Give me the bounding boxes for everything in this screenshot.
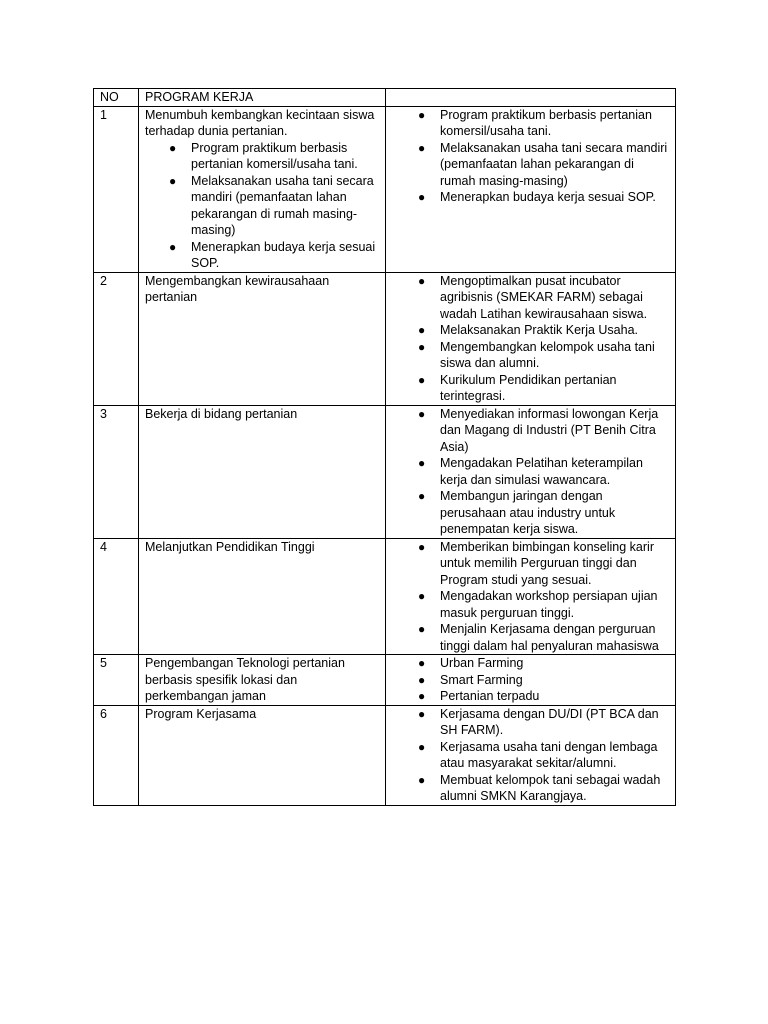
row-number: 4 [94, 538, 139, 655]
list-item [418, 488, 671, 538]
list-item [418, 672, 671, 689]
list-item [418, 406, 671, 456]
list-item [418, 621, 671, 654]
activity-text: Mengadakan Pelatihan keterampilan kerja dan simulasi wawancara. [440, 456, 643, 487]
program-title: Pengembangan Teknologi pertanian berbasis spesifik lokasi dan perkembangan jaman [145, 656, 345, 703]
list-item [169, 239, 381, 272]
program-item-list [145, 140, 381, 272]
table-row [94, 538, 676, 655]
activity-text: Urban Farming [440, 656, 524, 670]
list-item [418, 107, 671, 140]
list-item [169, 173, 381, 239]
header-no: NO [94, 89, 139, 107]
activity-text: Pertanian terpadu [440, 689, 540, 703]
list-item [418, 140, 671, 190]
activity-text: Mengoptimalkan pusat incubator agribisnis (SMEKAR FARM) sebagai wadah Latihan kewirausahaan siswa. [440, 273, 648, 321]
activities-cell [386, 405, 676, 538]
list-item [418, 372, 671, 405]
bullet-icon: ● [418, 339, 426, 354]
activities-cell [386, 538, 676, 655]
activity-text: Membangun jaringan dengan perusahaan atau industry untuk penempatan kerja siswa. [440, 489, 616, 536]
bullet-icon: ● [418, 739, 426, 754]
row-number: 5 [94, 655, 139, 706]
bullet-icon: ● [418, 706, 426, 721]
list-item [418, 739, 671, 772]
program-cell [139, 106, 386, 272]
activity-text: Menyediakan informasi lowongan Kerja dan Magang di Industri (PT Benih Citra Asia) [440, 406, 659, 454]
table-body [94, 106, 676, 805]
program-kerja-table [93, 88, 676, 806]
activity-text: Melaksanakan usaha tani secara mandiri (pemanfaatan lahan pekarangan di rumah masing-masing) [440, 140, 668, 188]
table-row [94, 655, 676, 706]
program-item-text: Menerapkan budaya kerja sesuai SOP. [191, 239, 376, 270]
list-item [418, 688, 671, 705]
header-activities [386, 89, 676, 107]
program-title: Mengembangkan kewirausahaan pertanian [145, 273, 330, 304]
bullet-icon: ● [418, 689, 426, 703]
activities-cell [386, 655, 676, 706]
bullet-icon: ● [418, 456, 426, 470]
table-header-row [94, 89, 676, 107]
list-item [418, 655, 671, 672]
activity-text: Kerjasama dengan DU/DI (PT BCA dan SH FARM). [440, 706, 659, 737]
activity-text: Menjalin Kerjasama dengan perguruan tinggi dalam hal penyaluran mahasiswa [440, 622, 659, 653]
bullet-icon: ● [418, 656, 426, 670]
list-item [418, 588, 671, 621]
program-cell [139, 272, 386, 405]
row-number: 6 [94, 705, 139, 805]
activity-text: Kurikulum Pendidikan pertanian terintegrasi. [440, 372, 617, 403]
table-row [94, 272, 676, 405]
activity-text: Memberikan bimbingan konseling karir untuk memilih Perguruan tinggi dan Program studi yang sesuai. [440, 539, 654, 587]
bullet-icon: ● [418, 372, 426, 387]
activity-text: Melaksanakan Praktik Kerja Usaha. [440, 323, 639, 337]
program-cell [139, 405, 386, 538]
activity-text: Membuat kelompok tani sebagai wadah alumni SMKN Karangjaya. [440, 772, 661, 803]
bullet-icon: ● [418, 140, 426, 155]
list-item [418, 273, 671, 323]
bullet-icon: ● [418, 622, 426, 636]
bullet-icon: ● [418, 190, 426, 204]
activities-cell [386, 272, 676, 405]
bullet-icon: ● [418, 772, 426, 787]
program-cell [139, 655, 386, 706]
activity-text: Kerjasama usaha tani dengan lembaga atau masyarakat sekitar/alumni. [440, 739, 658, 770]
header-program-kerja: PROGRAM KERJA [139, 89, 386, 107]
bullet-icon: ● [418, 489, 426, 503]
list-item [418, 539, 671, 589]
table-row [94, 705, 676, 805]
list-item [169, 140, 381, 173]
activity-text: Menerapkan budaya kerja sesuai SOP. [440, 190, 656, 204]
list-item [418, 706, 671, 739]
bullet-icon: ● [169, 239, 177, 254]
activity-list [392, 273, 671, 405]
table-row [94, 405, 676, 538]
program-title: Menumbuh kembangkan kecintaan siswa terhadap dunia pertanian. [145, 107, 375, 138]
activity-list [392, 539, 671, 655]
list-item [418, 339, 671, 372]
row-number: 3 [94, 405, 139, 538]
bullet-icon: ● [418, 589, 426, 603]
activity-list [392, 406, 671, 538]
row-number: 2 [94, 272, 139, 405]
row-number: 1 [94, 106, 139, 272]
activity-list [392, 706, 671, 805]
program-item-text: Melaksanakan usaha tani secara mandiri (pemanfaatan lahan pekarangan di rumah masing-masing) [191, 173, 374, 237]
list-item [418, 455, 671, 488]
activities-cell [386, 705, 676, 805]
program-title: Bekerja di bidang pertanian [145, 406, 298, 421]
activity-text: Mengembangkan kelompok usaha tani siswa dan alumni. [440, 339, 655, 370]
program-cell [139, 538, 386, 655]
program-item-text: Program praktikum berbasis pertanian komersil/usaha tani. [191, 140, 358, 171]
bullet-icon: ● [418, 273, 426, 288]
activity-list [392, 107, 671, 206]
bullet-icon: ● [169, 173, 177, 188]
list-item [418, 189, 671, 206]
activity-text: Program praktikum berbasis pertanian komersil/usaha tani. [440, 107, 652, 138]
list-item [418, 322, 671, 339]
activity-list [392, 655, 671, 705]
bullet-icon: ● [418, 323, 426, 337]
program-title: Melanjutkan Pendidikan Tinggi [145, 539, 315, 554]
bullet-icon: ● [169, 140, 177, 155]
activities-cell [386, 106, 676, 272]
program-cell [139, 705, 386, 805]
bullet-icon: ● [418, 406, 426, 421]
program-title: Program Kerjasama [145, 706, 257, 721]
activity-text: Smart Farming [440, 672, 523, 687]
list-item [418, 772, 671, 805]
bullet-icon: ● [418, 672, 426, 687]
bullet-icon: ● [418, 107, 426, 122]
table-row [94, 106, 676, 272]
bullet-icon: ● [418, 539, 426, 554]
activity-text: Mengadakan workshop persiapan ujian masuk perguruan tinggi. [440, 589, 658, 620]
